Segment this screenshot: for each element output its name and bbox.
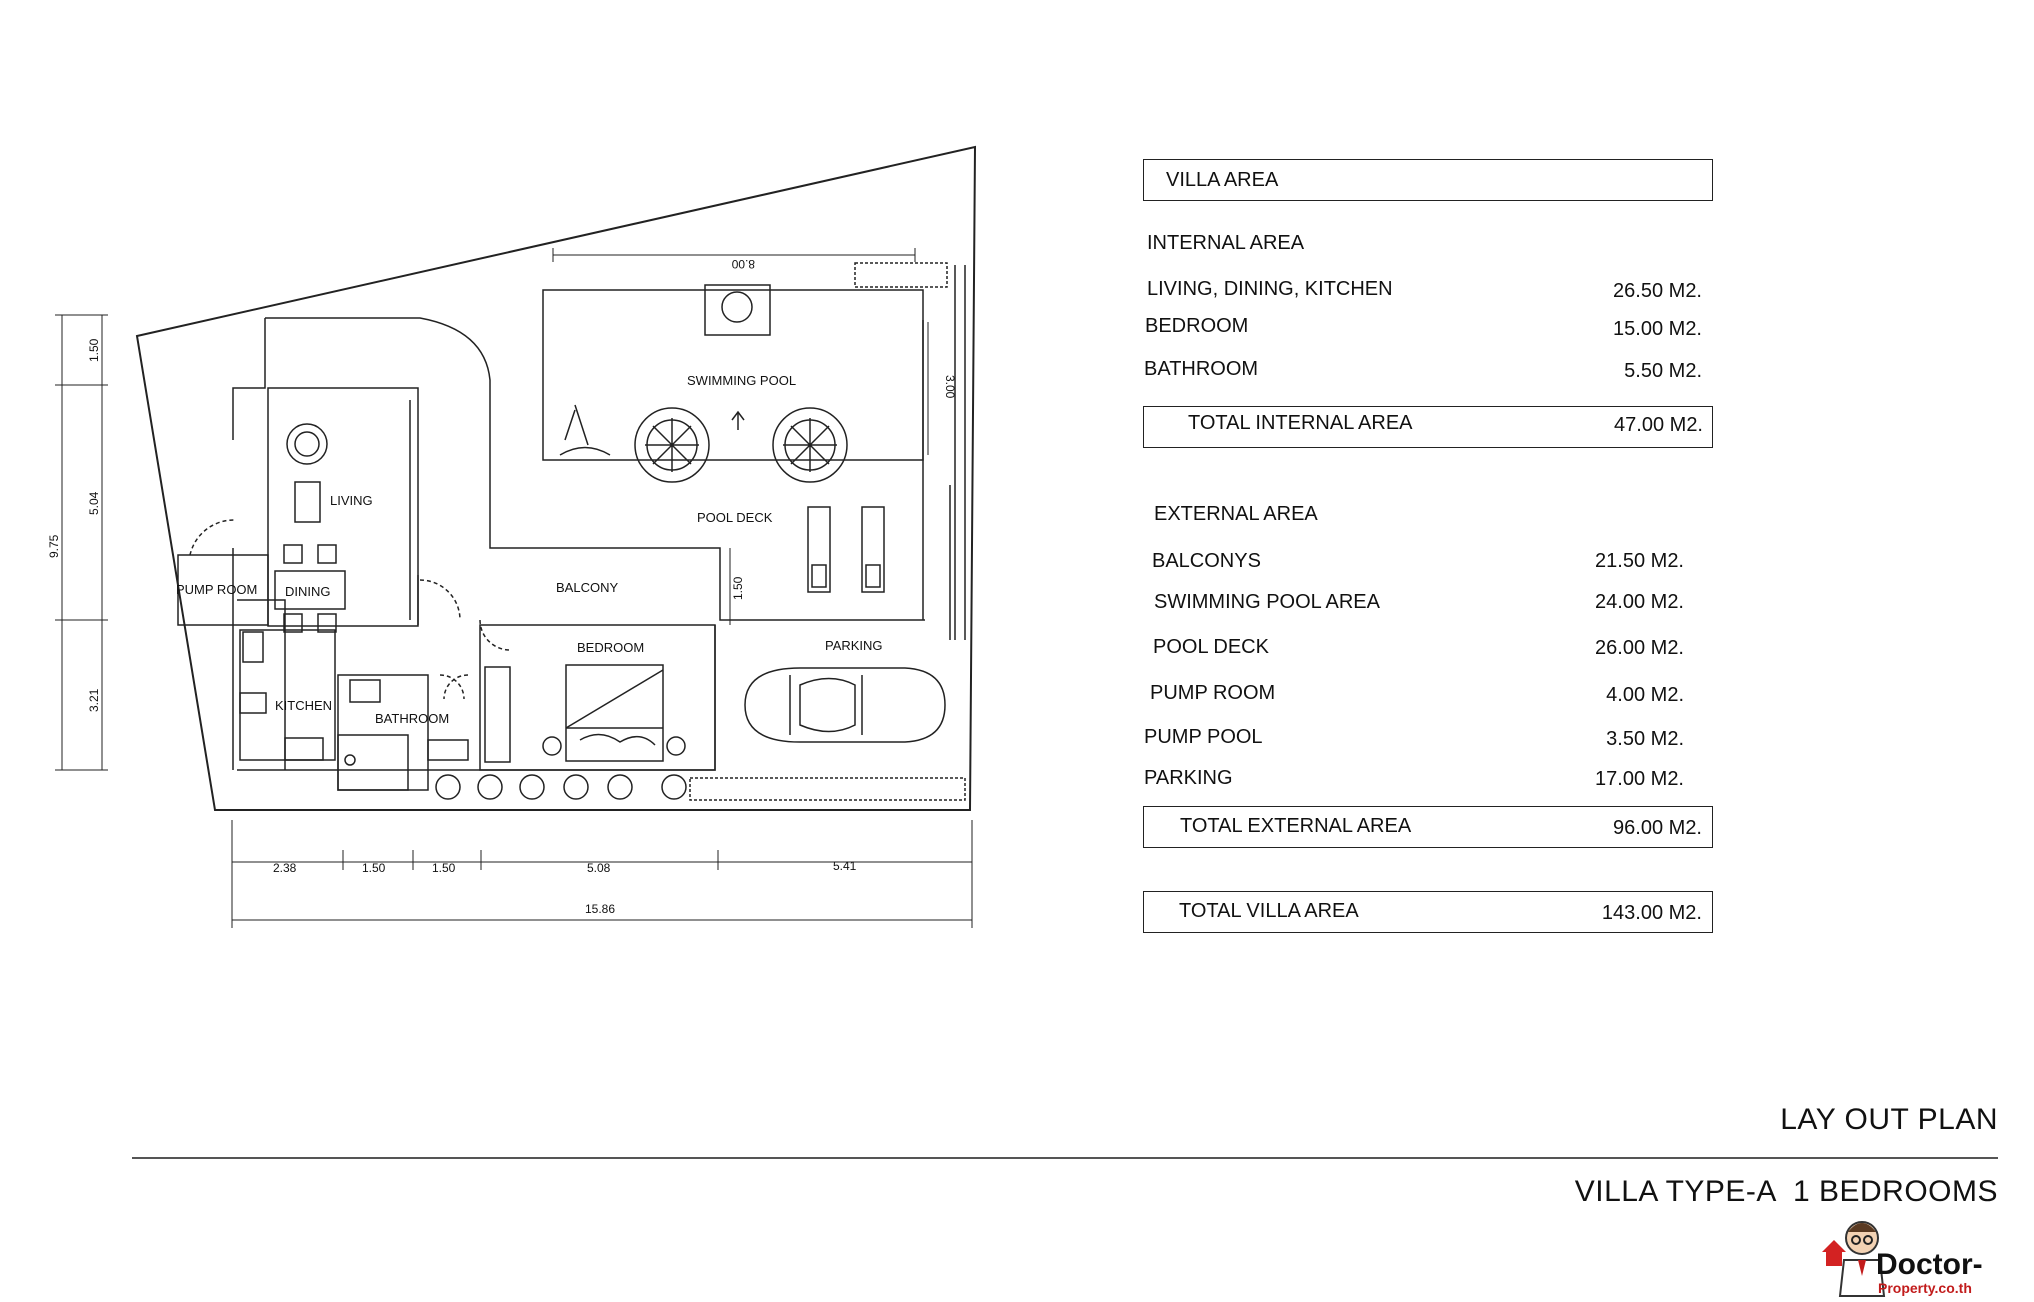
- label-parking: PARKING: [825, 638, 883, 653]
- deck-chair-icon: [560, 405, 610, 455]
- label-swimming-pool: SWIMMING POOL: [687, 373, 797, 388]
- total-external-label: TOTAL EXTERNAL AREA: [1180, 815, 1412, 837]
- bathroom-room: [338, 675, 428, 790]
- label-living: LIVING: [330, 493, 373, 508]
- total-villa-value: 143.00 M2.: [1601, 902, 1702, 924]
- kitchen-area: [240, 630, 335, 760]
- internal-row-value: 5.50 M2.: [1624, 360, 1702, 382]
- tree-icon: [635, 408, 709, 482]
- dim-left-total: 9.75: [47, 534, 61, 558]
- label-dining: DINING: [285, 584, 331, 599]
- dim-bottom-total: 15.86: [585, 902, 616, 916]
- dim-pool-depth: 3.00: [943, 375, 957, 399]
- dim-left-bottom: 3.21: [87, 688, 101, 712]
- external-row-value: 4.00 M2.: [1606, 684, 1684, 706]
- label-kitchen: KITCHEN: [275, 698, 333, 713]
- living-round-table: [287, 424, 327, 464]
- layout-plan-title: LAY OUT PLAN: [1780, 1103, 1998, 1136]
- title-divider: [132, 1157, 1998, 1159]
- logo-domain: Property.co.th: [1878, 1280, 1972, 1296]
- villa-area-header: VILLA AREA: [1166, 169, 1279, 191]
- total-external-value: 96.00 M2.: [1613, 817, 1702, 839]
- label-bedroom: BEDROOM: [577, 640, 645, 655]
- internal-row-label: BEDROOM: [1145, 315, 1249, 337]
- external-row-label: BALCONYS: [1152, 550, 1261, 572]
- dim-left-mid: 5.04: [87, 491, 101, 515]
- external-row-label: SWIMMING POOL AREA: [1154, 591, 1380, 613]
- external-row-label: POOL DECK: [1153, 636, 1269, 658]
- total-internal-value: 47.00 M2.: [1614, 414, 1703, 436]
- label-pump-room: PUMP ROOM: [176, 582, 258, 597]
- dim-bottom-2: 1.50: [362, 861, 386, 875]
- external-row-value: 26.00 M2.: [1595, 637, 1684, 659]
- external-area-title: EXTERNAL AREA: [1154, 503, 1318, 525]
- dim-bottom-1: 2.38: [273, 861, 297, 875]
- internal-area-title: INTERNAL AREA: [1147, 232, 1305, 254]
- external-row-label: PUMP POOL: [1144, 726, 1263, 748]
- external-row-value: 17.00 M2.: [1595, 768, 1684, 790]
- dim-bottom-3: 1.50: [432, 861, 456, 875]
- dim-pool-width: 8.00: [731, 257, 755, 271]
- dim-left-top: 1.50: [87, 338, 101, 362]
- villa-type-title: VILLA TYPE-A 1 BEDROOMS: [1574, 1175, 1998, 1208]
- dim-bottom-5: 5.41: [833, 859, 857, 873]
- dim-bottom-4: 5.08: [587, 861, 611, 875]
- tree-icon: [773, 408, 847, 482]
- car-icon: [745, 668, 945, 742]
- dim-deck-step: 1.50: [731, 576, 745, 600]
- external-row-value: 3.50 M2.: [1606, 728, 1684, 750]
- external-row-value: 21.50 M2.: [1595, 550, 1684, 572]
- site-boundary: [137, 147, 975, 810]
- label-balcony: BALCONY: [556, 580, 619, 595]
- internal-row-label: LIVING, DINING, KITCHEN: [1147, 278, 1393, 300]
- total-villa-label: TOTAL VILLA AREA: [1179, 900, 1359, 922]
- doctor-property-logo: [1818, 1212, 2030, 1298]
- external-row-value: 24.00 M2.: [1595, 591, 1684, 613]
- internal-row-label: BATHROOM: [1144, 358, 1259, 380]
- external-row-label: PARKING: [1144, 767, 1233, 789]
- external-row-label: PUMP ROOM: [1150, 682, 1276, 704]
- internal-row-value: 26.50 M2.: [1613, 280, 1702, 302]
- logo-name: Doctor-: [1876, 1248, 1983, 1281]
- label-pool-deck: POOL DECK: [697, 510, 773, 525]
- label-bathroom: BATHROOM: [375, 711, 450, 726]
- internal-row-value: 15.00 M2.: [1613, 318, 1702, 340]
- total-internal-label: TOTAL INTERNAL AREA: [1188, 412, 1413, 434]
- flower-row: [436, 775, 686, 799]
